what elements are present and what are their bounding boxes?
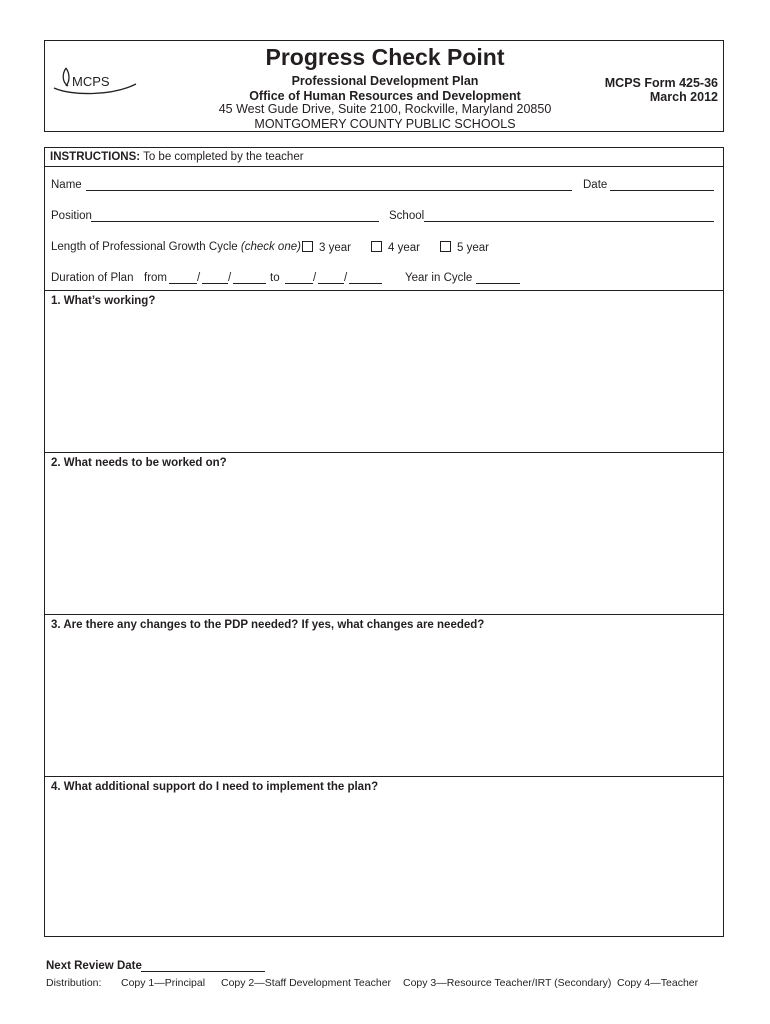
checkbox-icon[interactable] — [440, 241, 451, 252]
plan-title: Professional Development Plan — [291, 74, 479, 88]
year-in-cycle-field[interactable] — [476, 283, 520, 284]
office-name: Office of Human Resources and Development — [249, 89, 521, 103]
instructions-label: INSTRUCTIONS: — [50, 151, 141, 163]
section-3-label: 3. Are there any changes to the PDP needed? If yes, what changes are needed? — [51, 619, 485, 631]
section-2-label: 2. What needs to be worked on? — [51, 457, 227, 469]
cycle-label: Length of Professional Growth Cycle — [51, 241, 238, 253]
checkbox-icon[interactable] — [371, 241, 382, 252]
organization: MONTGOMERY COUNTY PUBLIC SCHOOLS — [254, 117, 516, 131]
cycle-option-label: 5 year — [457, 242, 489, 254]
school-label: School — [389, 210, 425, 222]
to-label: to — [270, 272, 280, 284]
section-1-answer-area[interactable] — [45, 312, 723, 450]
section-2-answer-area[interactable] — [45, 474, 723, 612]
svg-text:MCPS: MCPS — [72, 74, 110, 89]
cycle-row — [51, 241, 301, 253]
distribution-copy-2: Copy 2—Staff Development Teacher — [221, 977, 392, 989]
slash: / — [197, 272, 201, 284]
date-field[interactable] — [610, 190, 714, 191]
from-year-field[interactable] — [233, 283, 266, 284]
school-field[interactable] — [424, 221, 714, 222]
section-3-answer-area[interactable] — [45, 636, 723, 774]
duration-label: Duration of Plan — [51, 272, 134, 284]
cycle-hint: (check one) — [240, 241, 301, 253]
to-year-field[interactable] — [349, 283, 382, 284]
position-field[interactable] — [91, 221, 379, 222]
slash: / — [344, 272, 348, 284]
name-label: Name — [51, 179, 82, 191]
next-review-date-field[interactable] — [141, 971, 265, 972]
section-4-label: 4. What additional support do I need to implement the plan? — [51, 781, 379, 793]
distribution-label: Distribution: — [46, 977, 102, 989]
to-month-field[interactable] — [285, 283, 313, 284]
position-label: Position — [51, 210, 92, 222]
slash: / — [228, 272, 232, 284]
from-label: from — [144, 272, 167, 284]
section-4-answer-area[interactable] — [45, 798, 723, 936]
instructions-row — [44, 147, 724, 167]
form-id — [605, 76, 718, 104]
distribution-copy-3: Copy 3—Resource Teacher/IRT (Secondary) — [403, 977, 612, 989]
name-field[interactable] — [86, 190, 572, 191]
date-label: Date — [583, 179, 608, 191]
distribution-copy-1: Copy 1—Principal — [121, 977, 206, 989]
section-1-label: 1. What’s working? — [51, 295, 156, 307]
cycle-option-5-year[interactable] — [440, 241, 489, 254]
instructions-text: To be completed by the teacher — [143, 151, 304, 163]
section-divider — [44, 776, 724, 777]
year-in-cycle-label: Year in Cycle — [405, 272, 473, 284]
distribution-copy-4: Copy 4—Teacher — [617, 977, 699, 989]
next-review-label: Next Review Date — [46, 960, 142, 972]
address: 45 West Gude Drive, Suite 2100, Rockville, Maryland 20850 — [218, 102, 552, 116]
checkbox-icon[interactable] — [302, 241, 313, 252]
cycle-option-label: 3 year — [319, 242, 351, 254]
from-month-field[interactable] — [169, 283, 197, 284]
section-divider — [44, 452, 724, 453]
page-title: Progress Check Point — [265, 44, 505, 70]
from-day-field[interactable] — [202, 283, 228, 284]
slash: / — [313, 272, 317, 284]
cycle-option-3-year[interactable] — [302, 241, 351, 254]
form-date: March 2012 — [649, 90, 718, 104]
form-number: MCPS Form 425-36 — [604, 76, 718, 90]
section-divider — [44, 614, 724, 615]
cycle-option-label: 4 year — [388, 242, 420, 254]
cycle-option-4-year[interactable] — [371, 241, 420, 254]
to-day-field[interactable] — [318, 283, 344, 284]
section-divider — [44, 290, 724, 291]
